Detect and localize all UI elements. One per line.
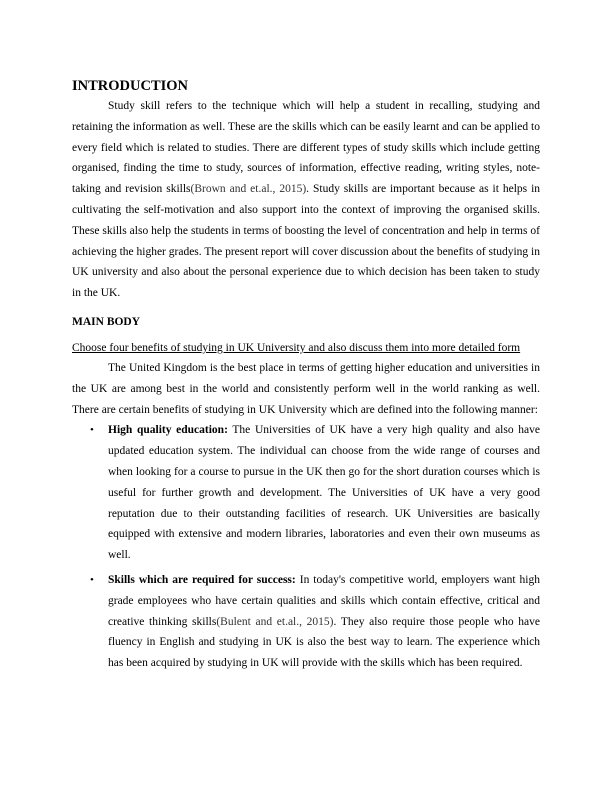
citation: (Brown and et.al., 2015) (190, 183, 307, 196)
list-item-title: High quality education: (108, 424, 228, 437)
section-subheading: Choose four benefits of studying in UK University and also discuss them into more detailed form (72, 341, 521, 354)
list-item-title: Skills which are required for success: (108, 573, 296, 586)
introduction-paragraph (72, 96, 540, 304)
main-body-intro-paragraph: The United Kingdom is the best place in terms of getting higher education and universities in the UK are among best in the world and consistently perform well in the world ranking as well. There are certain benefits of studying in UK University which are defined into the following manner: (72, 361, 540, 416)
introduction-heading: INTRODUCTION (72, 78, 189, 94)
benefits-list (72, 420, 540, 674)
list-item-text: In today's competitive world, employers want high grade employees who have certain qualities and skills which contain effective, critical and creative thinking skills (108, 573, 541, 628)
list-item (72, 570, 540, 674)
introduction-text-continued: . Study skills are important because as it helps in cultivating the self-motivation and also support into the context of improving the organised skills. These skills also help the students in terms of boosting the level of concentration and help in terms of achieving the higher grades. The present report will cover discussion about the benefits of studying in UK university and also about the personal experience due to which decision has been taken to study in the UK. (72, 183, 541, 300)
introduction-text: Study skill refers to the technique which will help a student in recalling, studying and retaining the information as well. These are the skills which can be easily learnt and can be applied to every field which is related to studies. There are different types of study skills which include getting organised, finding the time to study, sources of information, effective reading, writing styles, note-taking and revision skills (72, 100, 540, 196)
bullet-icon: • (90, 424, 94, 437)
main-body-heading: MAIN BODY (72, 315, 141, 328)
list-item (72, 420, 540, 566)
document-page (72, 76, 540, 674)
list-item-text: The Universities of UK have a very high quality and also have updated education system. The individual can choose from the wide range of courses and when looking for a course to pursue in the UK then go for the short duration courses which is useful for further growth and development. The Universities of UK have a very good reputation due to their outstanding facilities of research. UK Universities are basically equipped with extensive and modern libraries, laboratories and even their own museums as well. (108, 424, 540, 562)
list-item-text-continued: . They also require those people who have fluency in English and studying in UK is also the best way to learn. The experience which has been acquired by studying in UK will provide with the skills which has been required. (108, 615, 540, 670)
citation: (Bulent and et.al., 2015) (216, 615, 334, 628)
bullet-icon: • (90, 573, 94, 586)
